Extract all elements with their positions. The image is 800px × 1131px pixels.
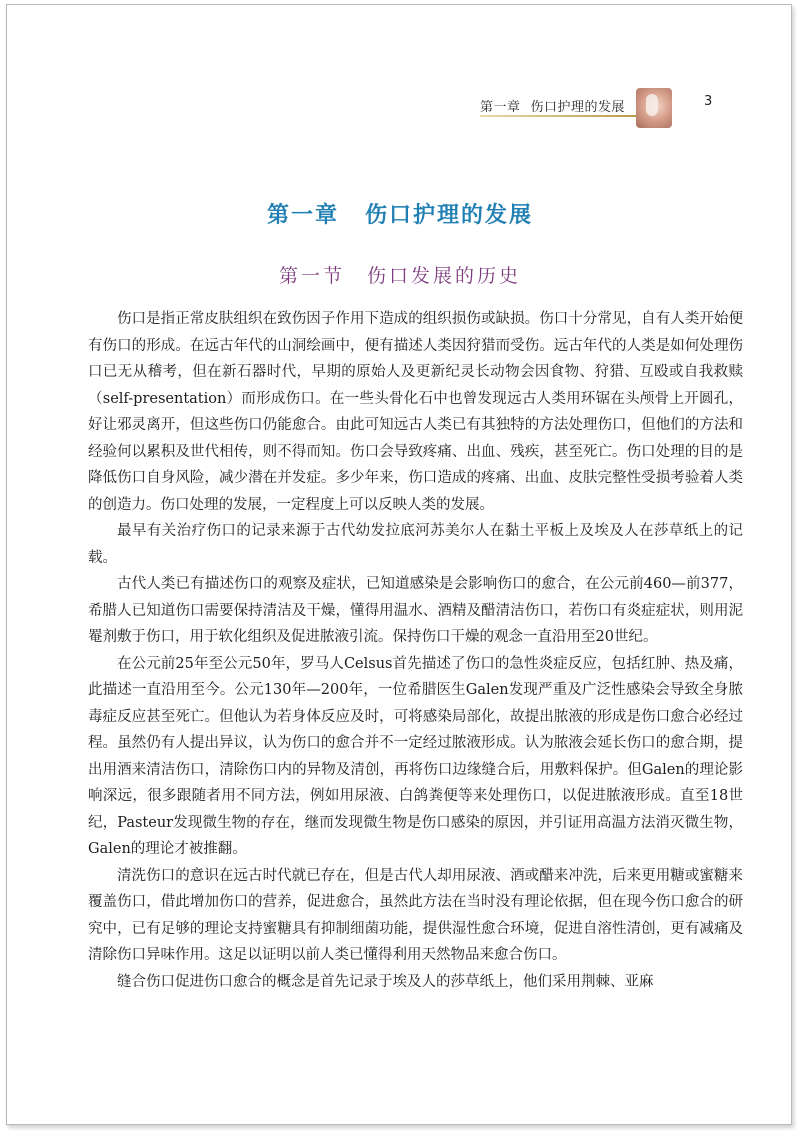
header-underline [480, 115, 638, 117]
paragraph: 清洗伤口的意识在远古时代就已存在，但是古代人却用尿液、酒或醋来冲洗，后来更用糖或蜜糖来覆盖伤口，借此增加伤口的营养，促进愈合，虽然此方法在当时没有理论依据，但在现今伤口愈合的研究中，已有足够的理论支持蜜糖具有抑制细菌功能，提供湿性愈合环境，促进自溶性清创，更有减痛及清除伤口异味作用。这足以证明以前人类已懂得利用天然物品来愈合伤口。 [88, 867, 743, 963]
section-title [0, 261, 800, 288]
body-text [88, 306, 743, 995]
section-title-label: 第一节 [278, 265, 345, 287]
running-header-text [480, 96, 625, 115]
paragraph: 古代人类已有描述伤口的观察及症状，已知道感染是会影响伤口的愈合，在公元前460—前377，希腊人已知道伤口需要保持清洁及干燥，懂得用温水、酒精及醋清洁伤口，若伤口有炎症症状，则用泥罨剂敷于伤口，用于软化组织及促进脓液引流。保持伤口干燥的观念一直沿用至20世纪。 [88, 576, 743, 645]
header-wound-care-image-icon [636, 88, 672, 128]
section-title-name: 伤口发展的历史 [367, 265, 522, 287]
header-chapter-name: 伤口护理的发展 [530, 100, 626, 115]
paragraph: 在公元前25年至公元50年，罗马人Celsus首先描述了伤口的急性炎症反应，包括红肿、热及痛，此描述一直沿用至今。公元130年—200年，一位希腊医生Galen发现严重及广泛性感染会导致全身脓毒症反应甚至死亡。但他认为若身体反应及时，可将感染局部化，故提出脓液的形成是伤口愈合必经过程。虽然仍有人提出异议，认为伤口的愈合并不一定经过脓液形成。认为脓液会延长伤口的愈合期，提出用酒来清洁伤口，清除伤口内的异物及清创，再将伤口边缘缝合后，用敷料保护。但Galen的理论影响深远，很多跟随者用不同方法，例如用尿液、白鸽粪便等来处理伤口，以促进脓液形成。直至18世纪，Pasteur发现微生物的存在，继而发现微生物是伤口感染的原因，并引证用高温方法消灭微生物，Galen的理论才被推翻。 [88, 655, 743, 857]
header-chapter-label: 第一章 [480, 100, 521, 115]
page-number: 3 [704, 94, 713, 109]
running-header [480, 88, 690, 128]
paragraph: 伤口是指正常皮肤组织在致伤因子作用下造成的组织损伤或缺损。伤口十分常见，自有人类开始便有伤口的形成。在远古年代的山洞绘画中，便有描述人类因狩猎而受伤。远古年代的人类是如何处理伤口已无从稽考，但在新石器时代，早期的原始人及更新纪灵长动物会因食物、狩猎、互殴或自我救赎（self-presentation）而形成伤口。在一些头骨化石中也曾发现远古人类用环锯在头颅骨上开圆孔，好让邪灵离开，但这些伤口仍能愈合。由此可知远古人类已有其独特的方法处理伤口，但他们的方法和经验何以累积及世代相传，则不得而知。伤口会导致疼痛、出血、残疾，甚至死亡。伤口处理的目的是降低伤口自身风险，减少潜在并发症。多少年来，伤口造成的疼痛、出血、皮肤完整性受损考验着人类的创造力。伤口处理的发展，一定程度上可以反映人类的发展。 [88, 311, 743, 513]
paragraph: 缝合伤口促进伤口愈合的概念是首先记录于埃及人的莎草纸上，他们采用荆棘、亚麻 [117, 973, 654, 990]
chapter-title-name: 伤口护理的发展 [365, 203, 534, 228]
chapter-title-label: 第一章 [266, 203, 339, 228]
paragraph: 最早有关治疗伤口的记录来源于古代幼发拉底河苏美尔人在黏土平板上及埃及人在莎草纸上的记载。 [88, 523, 743, 566]
chapter-title [0, 198, 800, 229]
